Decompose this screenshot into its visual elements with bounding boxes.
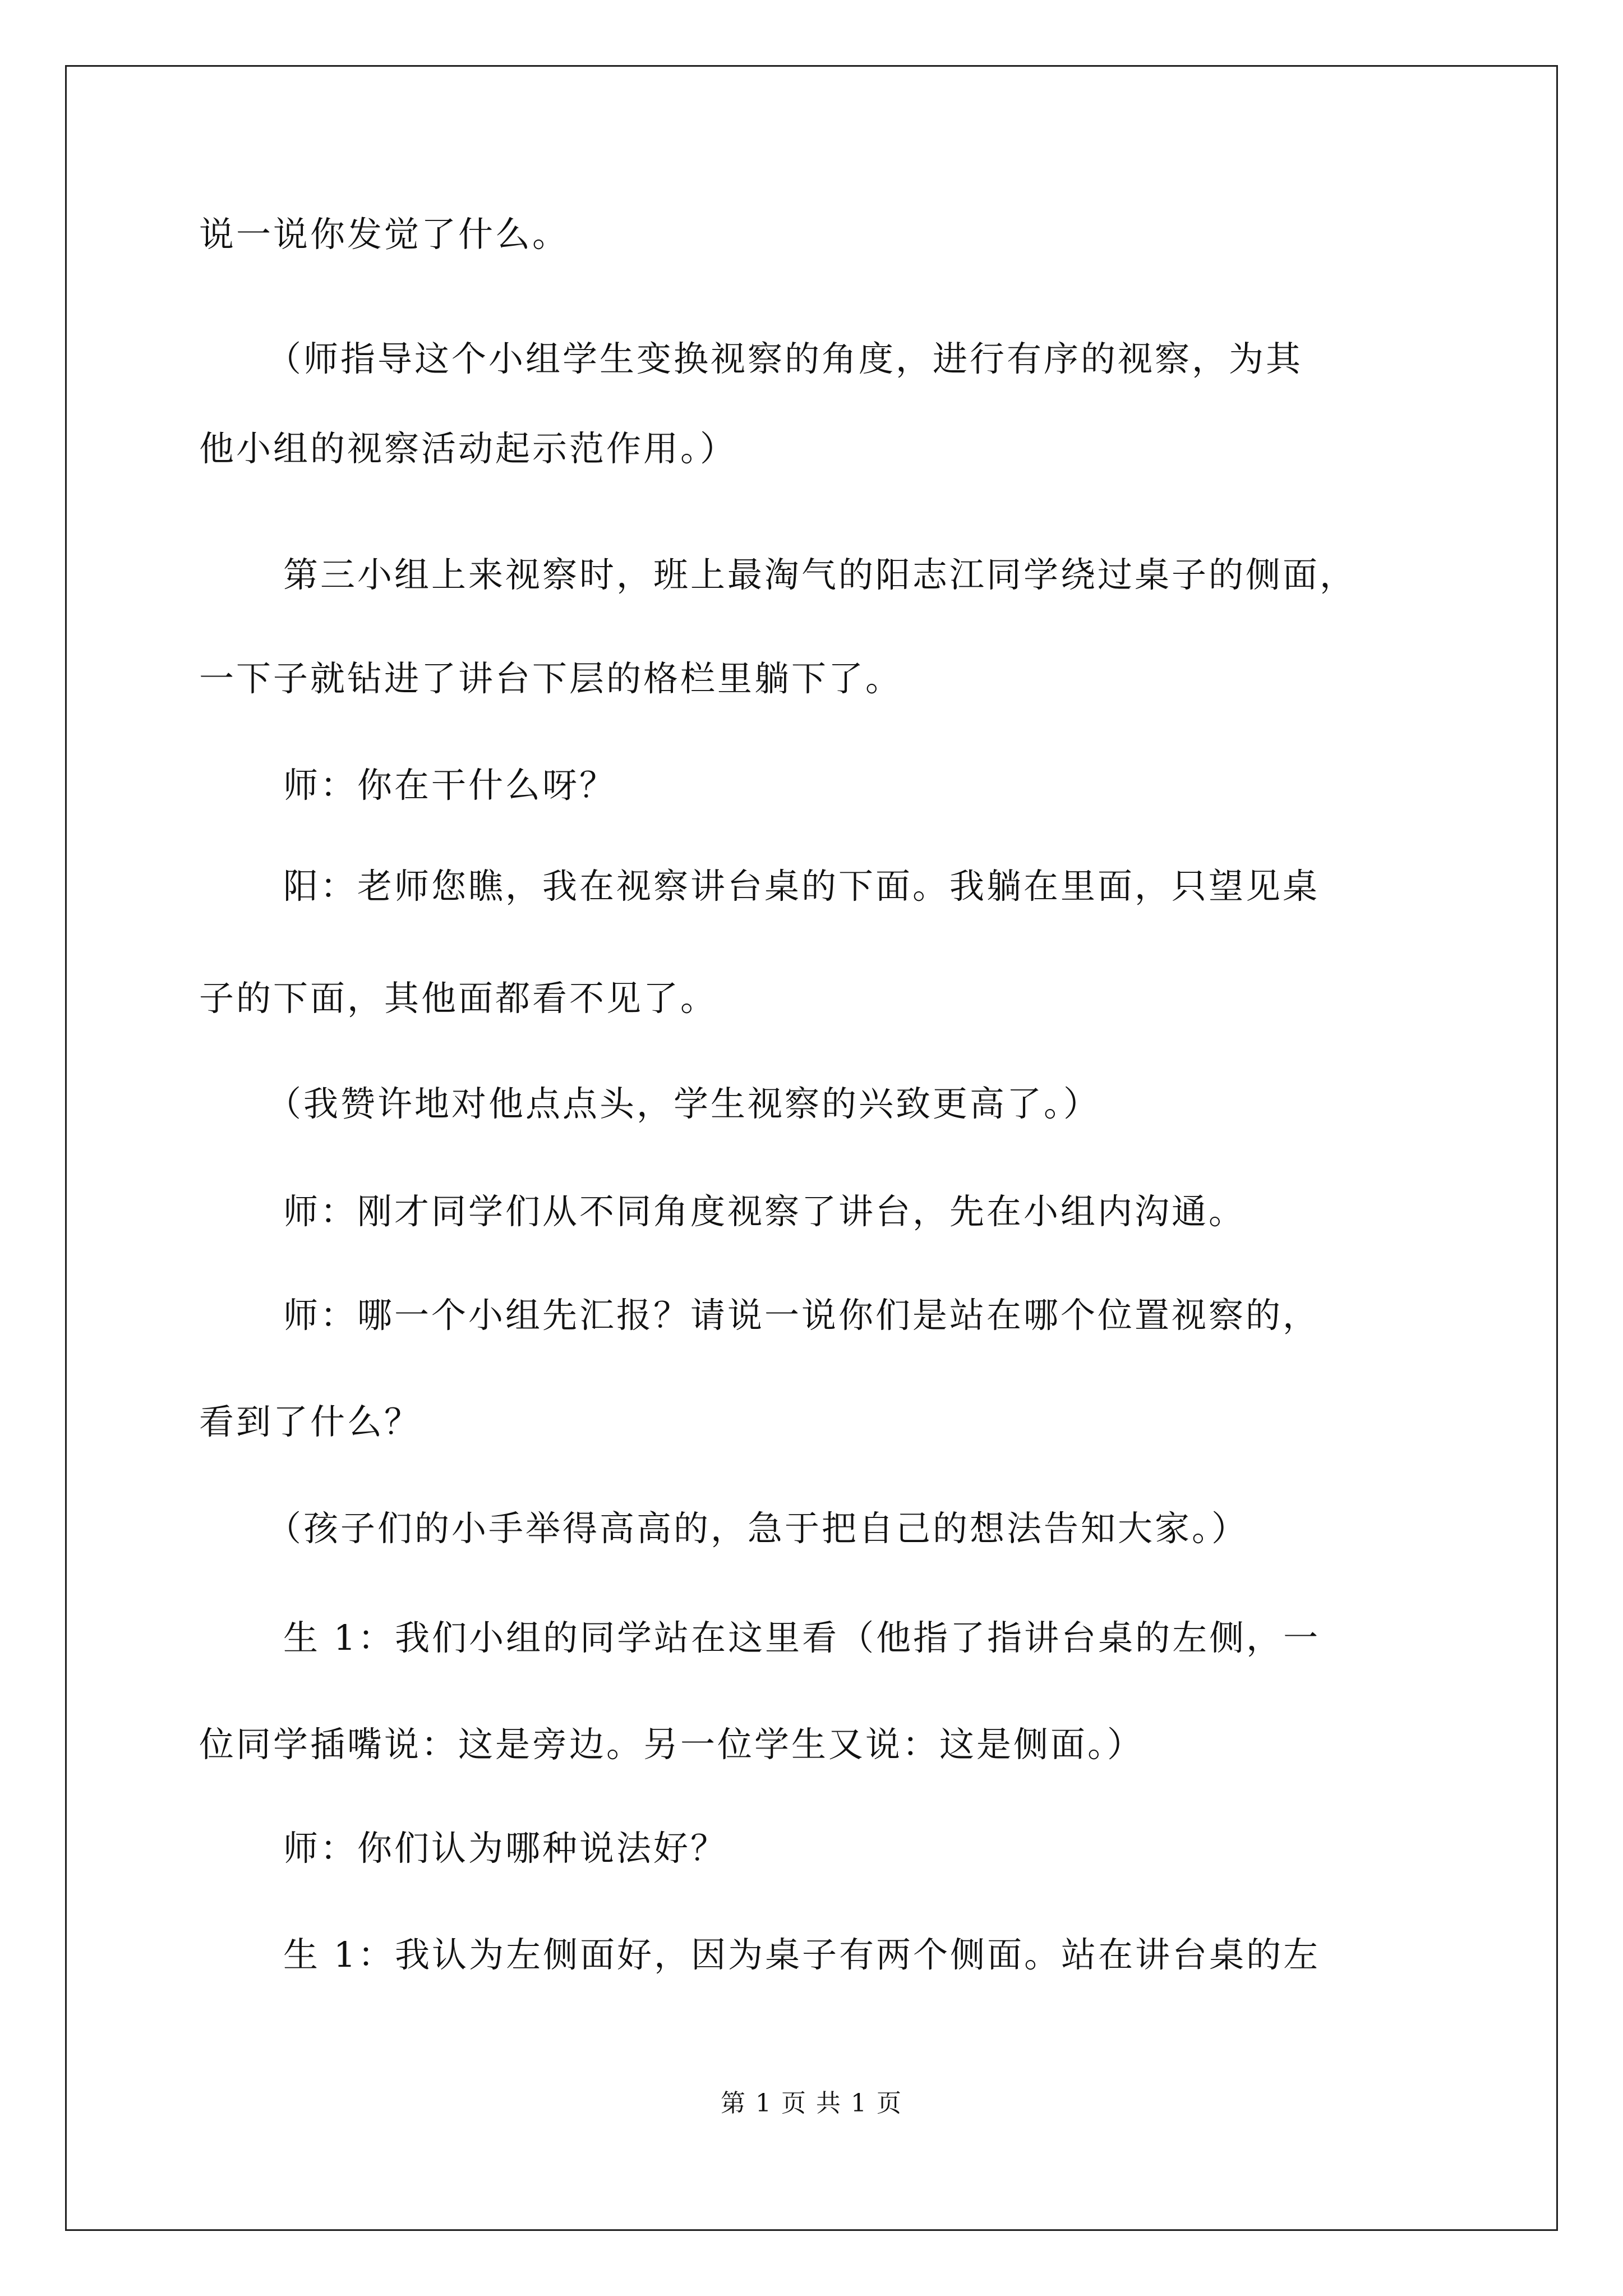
text-line: 看到了什么？ — [199, 1401, 422, 1442]
text-line: （我赞许地对他点点头，学生视察的兴致更高了。） — [266, 1083, 1101, 1124]
page-footer: 第 1 页 共 1 页 — [721, 2089, 902, 2118]
text-line: 生 1：我们小组的同学站在这里看（他指了指讲台桌的左侧，一 — [283, 1617, 1321, 1658]
text-line: 阳：老师您瞧，我在视察讲台桌的下面。我躺在里面，只望见桌 — [283, 866, 1320, 907]
text-line: 一下子就钻进了讲台下层的格栏里躺下了。 — [199, 658, 903, 699]
text-line: 他小组的视察活动起示范作用。） — [199, 428, 737, 469]
text-line: （师指导这个小组学生变换视察的角度，进行有序的视察，为其 — [266, 338, 1303, 379]
text-line: 生 1：我认为左侧面好，因为桌子有两个侧面。站在讲台桌的左 — [283, 1934, 1321, 1975]
text-line: 第三小组上来视察时，班上最淘气的阳志江同学绕过桌子的侧面， — [283, 554, 1357, 595]
text-line: （孩子们的小手举得高高的，急于把自己的想法告知大家。） — [266, 1508, 1249, 1549]
text-line: 子的下面，其他面都看不见了。 — [199, 978, 718, 1019]
text-line: 位同学插嘴说：这是旁边。另一位学生又说：这是侧面。） — [199, 1724, 1145, 1765]
text-line: 师：你在干什么呀？ — [283, 765, 617, 806]
text-line: 师：刚才同学们从不同角度视察了讲台，先在小组内沟通。 — [283, 1191, 1246, 1232]
page-border — [65, 65, 1558, 2231]
text-line: 师：你们认为哪种说法好？ — [283, 1828, 728, 1869]
text-line: 说一说你发觉了什么。 — [199, 214, 570, 255]
text-line: 师：哪一个小组先汇报？请说一说你们是站在哪个位置视察的， — [283, 1295, 1320, 1336]
